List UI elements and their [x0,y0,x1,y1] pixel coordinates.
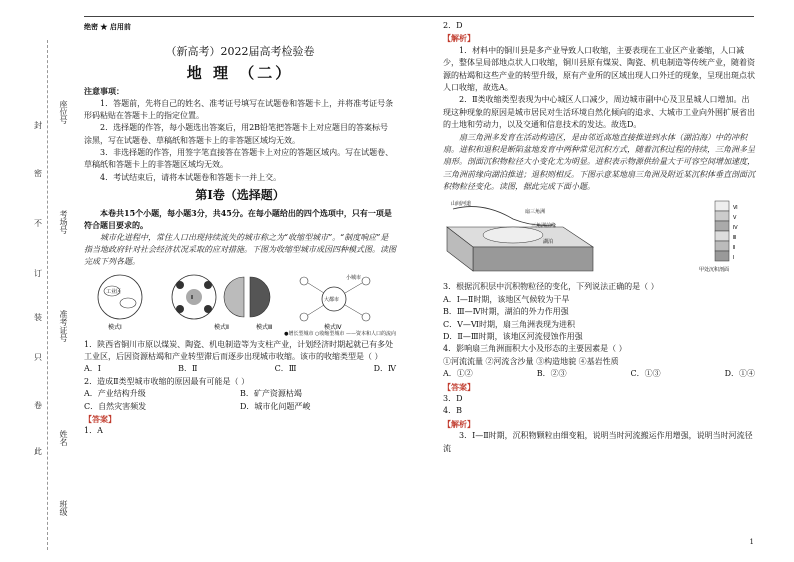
q2-option-a[interactable]: A．产业结构升级 [84,389,146,399]
margin-label-this: 此 [34,447,42,456]
label-delta-front: 三角洲前缘 [531,223,557,230]
passage-1: 城市化进程中，常住人口出现持续流失的城市称之为“收缩型城市”。“制度响应”是指当地政府针对社会经济状况采取的应对措施。下图为收缩型城市成因四种模式图。读图完成下列各题。 [84,232,396,267]
layer-III: Ⅲ [733,235,737,242]
answer-4: 4．B [443,406,462,416]
label-mode-4: 模式Ⅳ [324,323,342,331]
analysis-tag-1: 【解析】 [443,33,475,44]
margin-label-volume: 卷 [34,401,42,410]
margin-label-dense: 密 [34,169,42,178]
margin-label-id: 准考证号 [59,310,68,342]
label-metro: 大都市 [324,296,340,303]
layer-II: Ⅱ [733,245,736,252]
margin-label-room: 考场号 [59,210,68,234]
sediment-column-diagram [695,197,755,277]
q3-option-d[interactable]: D．Ⅱ—Ⅲ时期，该地区河流侵蚀作用强 [443,332,583,342]
note-2: 2．选择题的作答，每小题选出答案后，用2B铅笔把答题卡上对应题目的答案标号涂黑，写在试题卷、草稿纸和答题卡上的非答题区域均无效。 [84,123,389,145]
q1-option-c[interactable]: C．Ⅲ [274,364,297,374]
answer-1: 1．A [84,426,103,436]
label-small-city: 小城市 [346,274,362,281]
figure1-legend: ●增长型城市 ○收缩型城市 ——资本和人口的流向 [284,330,396,337]
q2-option-d[interactable]: D．城市化问题严峻 [240,401,311,411]
right-column [443,20,755,455]
q1-stem: 1．陕西省铜川市原以煤炭、陶瓷、机电制造等为支柱产业，计划经济时期起就已有多处工业区，后因资源枯竭和产业转型滞后而逐步出现城市收缩。该市的收缩类型是（ ） [84,339,394,361]
q3-stem: 3．根据沉积层中沉积物粒径的变化，下列说法正确的是（ ） [443,282,659,292]
analysis-1: 1．材料中的铜川县是多产业导致人口收缩，主要表现在工业区产业萎缩，人口减少，整体呈局部地点状人口收缩，铜川县原有煤炭、陶瓷、机电制造等传统产业，随着资源的枯竭和这些产业的转型升级，原有产业所的区域出现人口外迁的现象，呈现出斑点状人口收缩，故选A。 [443,45,755,92]
layer-V: Ⅴ [733,215,737,222]
margin-label-not: 不 [34,219,42,228]
q2-stem: 2．造成Ⅱ类型城市收缩的原因最有可能是（ ） [84,376,250,386]
note-4: 4．考试结束后，请将本试题卷和答题卡一并上交。 [100,172,282,182]
notes-title: 注意事项： [84,86,124,97]
q4-option-d[interactable]: D．①④ [724,369,755,379]
analysis-2: 2．Ⅱ类收缩类型表现为中心城区人口减少，周边城市副中心及卫星城人口增加。出现这种现象的原因是城市居民对生活环境自然化倾向的追求、大城市工业向外围扩展省出的土地和劳动力，以及交通和信息技术的发达。故选D。 [443,95,755,130]
analysis-tag-2: 【解析】 [443,418,475,429]
label-industry: 工业区 [106,288,122,295]
q3-option-a[interactable]: A．Ⅰ—Ⅱ时期，该地区气候较为干旱 [443,294,570,304]
q4-option-b[interactable]: B．②③ [536,369,567,379]
q1-options [84,363,396,375]
left-column [84,20,396,438]
q3-option-c[interactable]: C．Ⅴ—Ⅵ时期，扇三角洲表现为进积 [443,319,575,329]
binding-line [47,40,48,550]
column-caption: 甲处沉积剖面 [699,267,730,274]
label-II: Ⅱ [191,294,194,301]
q2-options [84,388,396,413]
margin-label-class: 班级 [59,500,68,516]
answer-3: 3．D [443,393,463,403]
passage-2: 扇三角洲多发育在活动构造区，是由邻近高地直接推进到水体（湖泊海）中的冲积扇。进积和退积是断陷盆地发育中两种常见沉积方式，随着沉积过程的持续，三角洲多呈扇形。剖面沉积物粒径大小变化尤为明显。进积表示物源供给量大于可容空间增加速度，三角洲前缘向湖泊推进；退积则相反。下图示意某地扇三角洲及附近某沉积体垂直剖面沉积物粒径变化。读图，据此完成下面小题。 [443,132,755,192]
analysis-3: 3．Ⅰ—Ⅱ时期，沉积物颗粒由细变粗，说明当时河流搬运作用增强，说明当时河流径流 [443,431,753,453]
q4-option-c[interactable]: C．①③ [630,369,661,379]
q1-option-d[interactable]: D．Ⅳ [373,364,396,374]
margin-label-name: 姓名 [59,430,68,446]
q4-option-a[interactable]: A．①② [443,369,473,379]
q2-option-c[interactable]: C．自然灾害频发 [84,401,147,411]
page-number: 1 [749,538,754,546]
label-lake: 湖泊 [543,239,554,246]
note-3: 3．非选择题的作答，用签字笔直接答在答题卡上对应的答题区域内。写在试题卷、草稿纸和答题卡上的非答题区域均无效。 [84,148,394,170]
margin-label-bind: 订 [34,269,42,278]
layer-VI: Ⅵ [733,205,738,212]
q3-option-b[interactable]: B．Ⅲ—Ⅳ时期，湖泊的外力作用强 [443,307,569,317]
label-mode-2-3: 模式Ⅱ [214,323,229,331]
q1-option-b[interactable]: B．Ⅱ [178,364,198,374]
figure-fan-delta [443,197,755,277]
q4-stem: 4．影响扇三角洲面积大小及形态的主要因素是（ ） [443,344,627,354]
layer-IV: Ⅳ [733,225,738,232]
answer-tag-2: 【答案】 [443,381,475,392]
margin-label-install: 装 [34,313,42,322]
subject-title: 地 理 （二） [186,63,294,82]
exam-title: （新高考）2022届高考检验卷 [165,44,315,58]
top-rule [84,16,754,17]
q4-items: ①河流流量 ②河流含沙量 ③构造地貌 ④基岩性质 [443,356,619,366]
answer-2: 2．D [443,21,463,30]
fan-delta-diagram [443,197,633,277]
margin-label-seal: 封 [34,121,42,130]
q2-option-b[interactable]: B．矿产资源枯竭 [240,389,302,399]
label-mode-3: 模式Ⅲ [256,323,273,331]
answer-tag-1: 【答案】 [84,413,116,424]
secret-mark: 绝密 ★ 启用前 [84,22,131,31]
section-intro: 本卷共15个小题，每小题3分，共45分。在每小题给出的四个选项中，只有一项是符合题目要求的。 [84,207,392,231]
margin-label-only: 只 [34,353,42,362]
section-title: 第Ⅰ卷（选择题） [195,188,285,203]
margin-label-seat: 座位号 [59,100,68,124]
label-mode-1: 模式Ⅰ [108,323,122,331]
shrink-modes-diagram [84,273,396,331]
label-fan-delta: 扇三角洲 [525,209,546,216]
q1-option-a[interactable]: A．Ⅰ [84,364,101,374]
figure-shrink-modes [84,273,396,331]
note-1: 1．答题前，先将自己的姓名、准考证号填写在试题卷和答题卡上，并将准考证号条形码粘贴在答题卡上的指定位置。 [84,98,394,120]
layer-I: Ⅰ [733,255,735,262]
q4-options [443,368,755,380]
label-mountain-river: 山间河道 [451,201,472,208]
